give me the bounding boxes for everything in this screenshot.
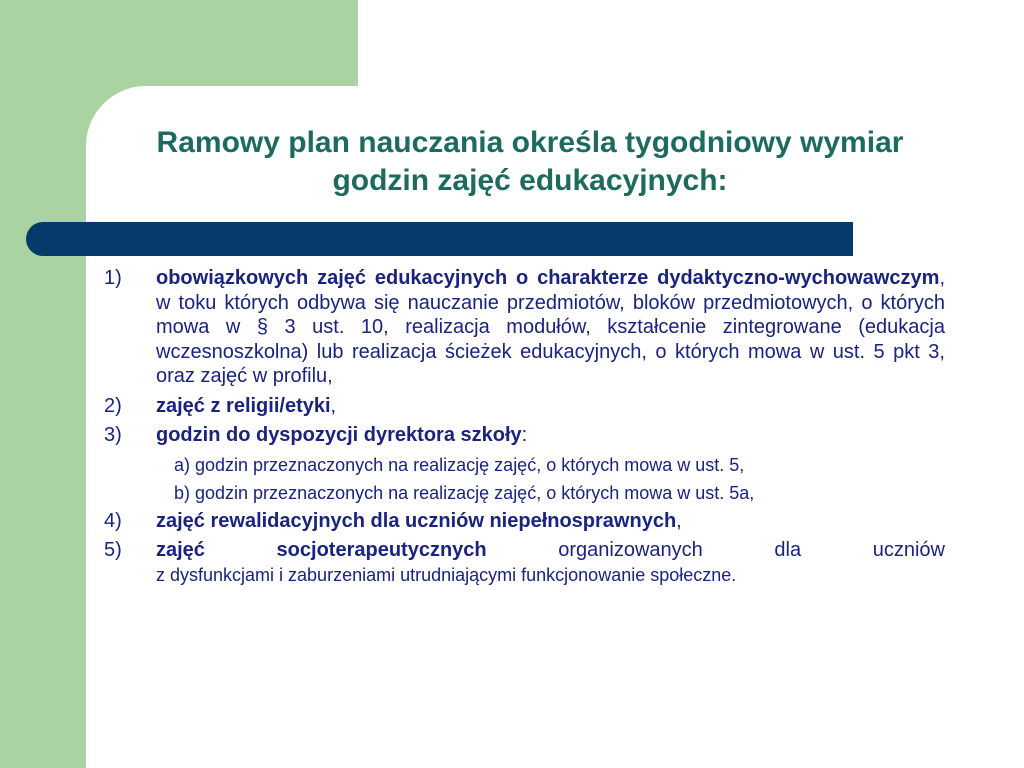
list-item-bold-text: zajęć rewalidacyjnych dla uczniów niepełnosprawnych	[156, 509, 677, 532]
list-item-number: 3)	[104, 424, 122, 446]
list-item-number: 2)	[104, 394, 122, 417]
decor-green-top-band	[86, 0, 358, 86]
list-item-text: , w toku których odbywa się nauczanie przedmiotów, bloków przedmiotowych, o których mowa w § 3 ust. 10, realizacja modułów, kształcenie zintegrowane (edukacja wczesnoszkolna) lub realizacja ścieżek edukacyjnych, o których mowa w ust. 5 pkt 3, oraz zajęć w profilu,	[156, 267, 945, 387]
slide-title	[96, 124, 964, 200]
list-item-text: :	[521, 424, 528, 446]
list-item-number: 1)	[104, 267, 122, 289]
list-item-2	[104, 394, 945, 419]
list-item-4	[104, 509, 945, 534]
list-item-1	[104, 266, 945, 389]
list-item-number: 4)	[104, 509, 122, 532]
slide-title-line-2: godzin zajęć edukacyjnych:	[332, 164, 728, 197]
list-item-text: ,	[330, 394, 337, 417]
sub-item-a: a) godzin przeznaczonych na realizację zajęć, o których mowa w ust. 5,	[174, 454, 745, 475]
list-item-line-1	[156, 538, 945, 563]
list-item-3	[104, 423, 945, 448]
list-item-text: ,	[676, 509, 682, 532]
decor-green-left-band	[0, 0, 86, 768]
sub-item-b: b) godzin przeznaczonych na realizację zajęć, o których mowa w ust. 5a,	[174, 482, 755, 503]
list-item-bold-text: godzin do dyspozycji dyrektora szkoły	[156, 424, 522, 446]
list-item-bold-text: zajęć socjoterapeutycznych	[156, 539, 487, 561]
decor-title-bar	[26, 222, 853, 256]
slide-content	[104, 266, 945, 592]
list-item-line-2: z dysfunkcjami i zaburzeniami utrudniającymi funkcjonowanie społeczne.	[156, 564, 737, 585]
list-item-number: 5)	[104, 539, 122, 561]
list-item-bold-text: zajęć z religii/etyki	[156, 394, 331, 417]
slide-title-line-1: Ramowy plan nauczania określa tygodniowy wymiar	[156, 126, 904, 159]
list-item-text: organizowanych dla uczniów	[486, 539, 945, 561]
list-item-5	[104, 538, 945, 587]
list-item-bold-text: obowiązkowych zajęć edukacyjnych o charakterze dydaktyczno-wychowawczym	[156, 267, 940, 289]
